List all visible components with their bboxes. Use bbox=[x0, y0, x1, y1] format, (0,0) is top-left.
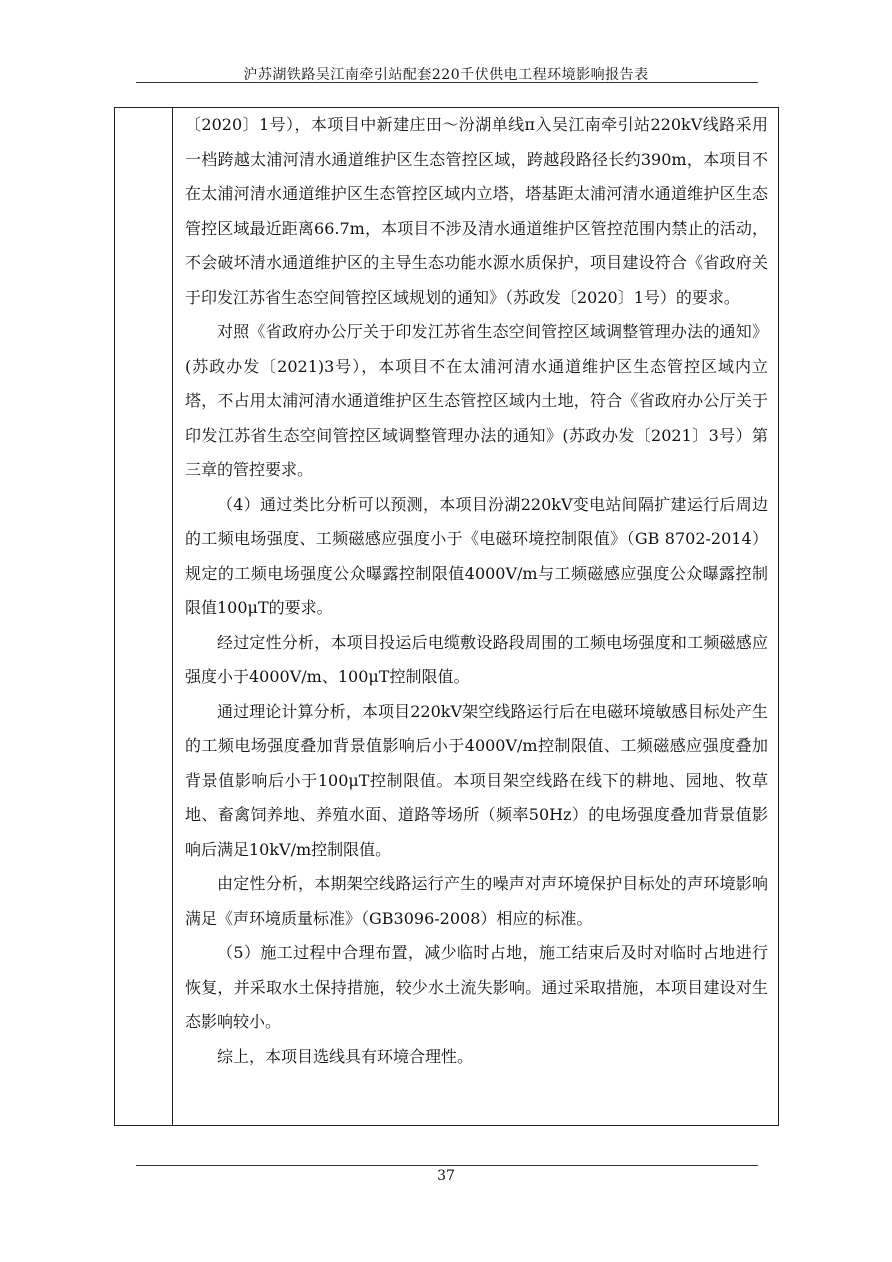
table-text-column bbox=[185, 108, 768, 1074]
page-number: 37 bbox=[437, 1168, 455, 1184]
table-left-column bbox=[115, 108, 173, 1125]
paragraph-8: 综上，本项目选线具有环境合理性。 bbox=[217, 1046, 474, 1066]
paragraph-2: 对照《省政府办公厅关于印发江苏省生态空间管控区域调整管理办法的通知》(苏政办发〔2021)3号），本项目不在太浦河清水通道维护区生态管控区域内立塔，不占用太浦河清水通道维护区生态管控区域内土地，符合《省政府办公厅关于印发江苏省生态空间管控区域调整管理办法的通知》(苏政办发〔2021〕3号）第三章的管控要求。 bbox=[185, 322, 768, 479]
paragraph-1: 〔2020〕1号），本项目中新建庄田～汾湖单线π入吴江南牵引站220kV线路采用一档跨越太浦河清水通道维护区生态管控区域，跨越段路径长约390m，本项目不在太浦河清水通道维护区生态管控区域内立塔，塔基距太浦河清水通道维护区生态管控区域最近距离66.7m，本项目不涉及清水通道维护区管控范围内禁止的活动，不会破坏清水通道维护区的主导生态功能水源水质保护，项目建设符合《省政府关于印发江苏省生态空间管控区域规划的通知》（苏政发〔2020〕1号）的要求。 bbox=[185, 115, 768, 307]
paragraph-4: 经过定性分析，本项目投运后电缆敷设路段周围的工频电场强度和工频磁感应强度小于4000V/m、100μT控制限值。 bbox=[185, 632, 768, 686]
paragraph-6: 由定性分析，本期架空线路运行产生的噪声对声环境保护目标处的声环境影响满足《声环境质量标准》（GB3096-2008）相应的标准。 bbox=[185, 874, 768, 928]
document-header-title: 沪苏湖铁路吴江南牵引站配套220千伏供电工程环境影响报告表 bbox=[243, 67, 649, 83]
footer-divider bbox=[136, 1165, 758, 1166]
paragraph-7: （5）施工过程中合理布置，减少临时占地，施工结束后及时对临时占地进行恢复，并采取水土保持措施，较少水土流失影响。通过采取措施，本项目建设对生态影响较小。 bbox=[185, 943, 768, 1031]
header-divider bbox=[136, 82, 758, 83]
paragraph-3: （4）通过类比分析可以预测，本项目汾湖220kV变电站间隔扩建运行后周边的工频电场强度、工频磁感应强度小于《电磁环境控制限值》（GB 8702-2014）规定的工频电场强度公众曝露控制限值4000V/m与工频磁感应强度公众曝露控制限值100μT的要求。 bbox=[185, 494, 768, 617]
paragraph-5: 通过理论计算分析，本项目220kV架空线路运行后在电磁环境敏感目标处产生的工频电场强度叠加背景值影响后小于4000V/m控制限值、工频磁感应强度叠加背景值影响后小于100μT控制限值。本项目架空线路在线下的耕地、园地、牧草地、畜禽饲养地、养殖水面、道路等场所（频率50Hz）的电场强度叠加背景值影响后满足10kV/m控制限值。 bbox=[185, 701, 768, 859]
content-table bbox=[114, 107, 779, 1126]
